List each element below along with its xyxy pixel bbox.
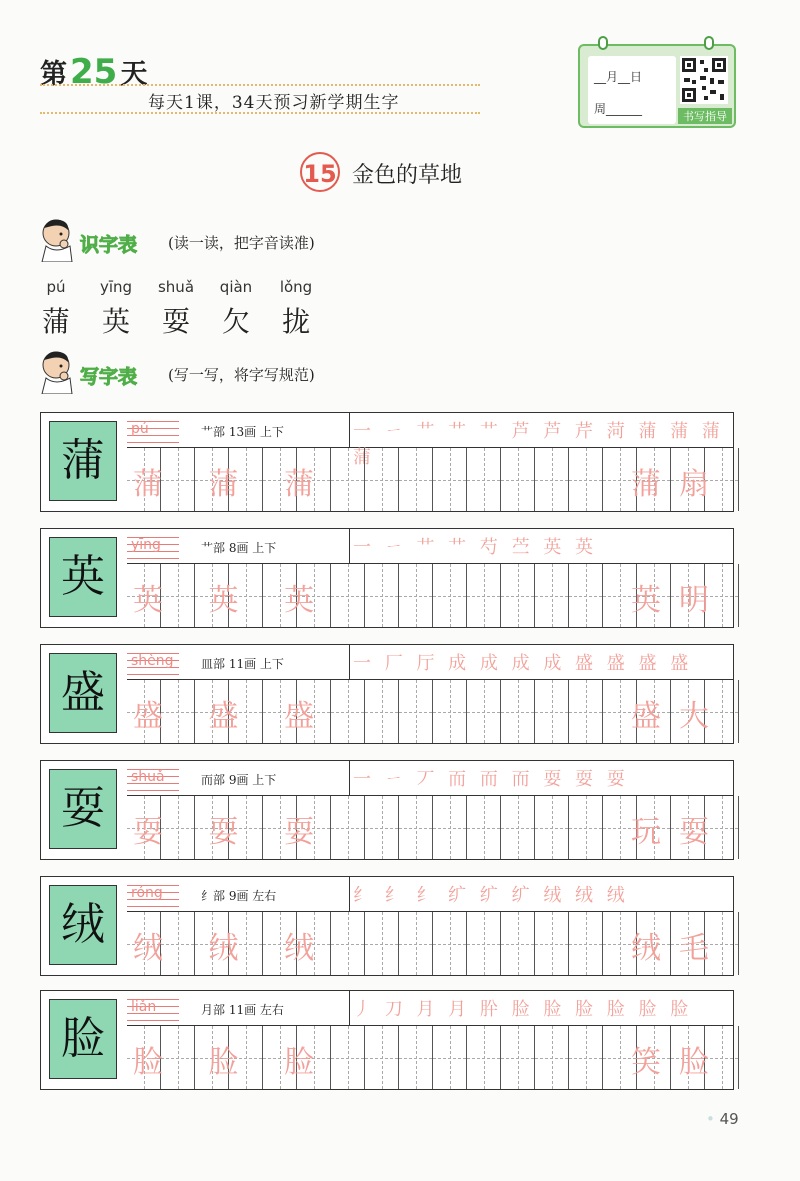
pinyin-box bbox=[127, 885, 179, 907]
date-fields bbox=[588, 56, 676, 124]
page-number: • 49 bbox=[706, 1110, 739, 1128]
practice-cell[interactable] bbox=[569, 680, 603, 743]
practice-cell[interactable] bbox=[467, 796, 501, 859]
recognize-char: 耍 bbox=[161, 305, 190, 338]
divider bbox=[349, 529, 350, 564]
model-char: 蒲 bbox=[61, 435, 105, 486]
day-prefix: 第 bbox=[40, 59, 67, 90]
practice-cell[interactable] bbox=[365, 564, 399, 627]
model-char-box bbox=[49, 769, 117, 849]
stroke-order: 丿 刀 月 月 肸 脸 脸 脸 脸 脸 脸 bbox=[353, 999, 693, 1020]
qr-label: 书写指导 bbox=[678, 108, 732, 124]
row-pinyin: pú bbox=[131, 421, 149, 437]
recognize-char: 蒲 bbox=[41, 305, 70, 338]
model-char-box bbox=[49, 885, 117, 965]
practice-cell[interactable] bbox=[535, 680, 569, 743]
row-pinyin: liǎn bbox=[131, 999, 157, 1015]
write-label: 写字表 bbox=[80, 366, 138, 388]
practice-cell[interactable] bbox=[569, 912, 603, 975]
trace-word: 绒毛 bbox=[631, 931, 727, 966]
radical-strokes-structure: 艹部 8画 上下 bbox=[201, 541, 277, 555]
practice-cell[interactable] bbox=[331, 912, 365, 975]
practice-cell[interactable] bbox=[399, 1026, 433, 1089]
practice-cell[interactable] bbox=[399, 564, 433, 627]
subtitle: 每天1课，34天预习新学期生字 bbox=[148, 93, 400, 113]
date-week: 周______ bbox=[594, 102, 643, 116]
practice-cell[interactable] bbox=[569, 796, 603, 859]
practice-cell[interactable] bbox=[501, 448, 535, 511]
divider bbox=[40, 84, 480, 86]
divider bbox=[40, 112, 480, 114]
practice-cell[interactable] bbox=[399, 796, 433, 859]
divider bbox=[349, 413, 350, 448]
practice-cell[interactable] bbox=[433, 680, 467, 743]
practice-cell[interactable] bbox=[433, 564, 467, 627]
practice-cell[interactable] bbox=[365, 912, 399, 975]
recognize-pinyin: yīng bbox=[99, 278, 133, 296]
lesson-title: 金色的草地 bbox=[352, 163, 463, 188]
trace-word: 盛大 bbox=[631, 699, 727, 734]
practice-cell[interactable] bbox=[399, 680, 433, 743]
stroke-order: 一 ㄧ 艹 艹 艹 芦 芦 芹 菏 蒲 蒲 蒲 蒲 bbox=[353, 421, 724, 468]
practice-cell[interactable] bbox=[535, 796, 569, 859]
radical-strokes-structure: 月部 11画 左右 bbox=[201, 1003, 284, 1017]
practice-cell[interactable] bbox=[365, 1026, 399, 1089]
practice-cell[interactable] bbox=[399, 448, 433, 511]
divider bbox=[349, 645, 350, 680]
day-suffix: 天 bbox=[120, 59, 148, 90]
practice-cell[interactable] bbox=[535, 564, 569, 627]
practice-cell[interactable] bbox=[535, 448, 569, 511]
practice-cell[interactable] bbox=[467, 912, 501, 975]
row-pinyin: shèng bbox=[131, 653, 174, 669]
row-pinyin: shuǎ bbox=[131, 769, 165, 785]
model-char-box bbox=[49, 421, 117, 501]
practice-cell[interactable] bbox=[569, 1026, 603, 1089]
practice-cell[interactable] bbox=[467, 1026, 501, 1089]
recognize-char: 拢 bbox=[281, 305, 310, 338]
writing-row bbox=[40, 990, 734, 1090]
practice-cell[interactable] bbox=[399, 912, 433, 975]
writing-row bbox=[40, 876, 734, 976]
practice-cell[interactable] bbox=[365, 680, 399, 743]
practice-cell[interactable] bbox=[467, 564, 501, 627]
trace-chars: 绒 绒 绒 bbox=[133, 931, 333, 966]
date-month-day: __月__日 bbox=[594, 70, 643, 84]
writing-row bbox=[40, 528, 734, 628]
practice-cell[interactable] bbox=[331, 564, 365, 627]
divider bbox=[349, 761, 350, 796]
row-pinyin: róng bbox=[131, 885, 163, 901]
stroke-order: 纟 纟 纟 纩 纩 纩 绒 绒 绒 bbox=[353, 885, 629, 906]
write-note: (写一写，将字写规范) bbox=[168, 366, 315, 384]
recognize-pinyin: pú bbox=[46, 278, 66, 296]
radical-strokes-structure: 皿部 11画 上下 bbox=[201, 657, 284, 671]
model-char: 英 bbox=[61, 551, 105, 602]
trace-chars: 脸 脸 脸 bbox=[133, 1045, 333, 1080]
practice-cell[interactable] bbox=[569, 564, 603, 627]
practice-cell[interactable] bbox=[535, 912, 569, 975]
writing-row bbox=[40, 644, 734, 744]
date-card bbox=[578, 44, 736, 128]
practice-cell[interactable] bbox=[501, 796, 535, 859]
writing-row bbox=[40, 412, 734, 512]
practice-cell[interactable] bbox=[501, 1026, 535, 1089]
boy-reading-icon bbox=[38, 216, 78, 262]
trace-chars: 耍 耍 耍 bbox=[133, 815, 333, 850]
trace-word: 玩耍 bbox=[631, 815, 727, 850]
practice-cell[interactable] bbox=[331, 796, 365, 859]
trace-word: 笑脸 bbox=[631, 1045, 727, 1080]
stroke-order: 一 厂 厅 成 成 成 成 盛 盛 盛 盛 bbox=[353, 653, 693, 674]
trace-word: 英明 bbox=[631, 583, 727, 618]
lesson-number: 15 bbox=[300, 152, 340, 192]
recognize-char: 英 bbox=[101, 305, 130, 338]
boy-writing-icon bbox=[38, 348, 78, 394]
practice-cell[interactable] bbox=[569, 448, 603, 511]
pinyin-box bbox=[127, 999, 179, 1021]
practice-cell[interactable] bbox=[365, 796, 399, 859]
practice-cell[interactable] bbox=[467, 680, 501, 743]
recognize-char: 欠 bbox=[221, 305, 250, 338]
practice-cell[interactable] bbox=[331, 1026, 365, 1089]
divider bbox=[349, 991, 350, 1026]
recognize-pinyin: qiàn bbox=[219, 278, 253, 296]
day-number: 25 bbox=[70, 52, 118, 92]
practice-cell[interactable] bbox=[433, 448, 467, 511]
pinyin-box bbox=[127, 421, 179, 443]
practice-cell[interactable] bbox=[433, 912, 467, 975]
trace-chars: 盛 盛 盛 bbox=[133, 699, 333, 734]
trace-chars: 蒲 蒲 蒲 bbox=[133, 467, 333, 502]
model-char: 盛 bbox=[61, 667, 105, 718]
practice-cell[interactable] bbox=[331, 448, 365, 511]
trace-chars: 英 英 英 bbox=[133, 583, 333, 618]
recognize-note: (读一读，把字音读准) bbox=[168, 234, 315, 252]
practice-cell[interactable] bbox=[535, 1026, 569, 1089]
recognize-label: 识字表 bbox=[80, 234, 138, 256]
model-char: 脸 bbox=[61, 1013, 105, 1064]
practice-cell[interactable] bbox=[331, 680, 365, 743]
radical-strokes-structure: 而部 9画 上下 bbox=[201, 773, 277, 787]
practice-cell[interactable] bbox=[433, 1026, 467, 1089]
trace-word: 蒲扇 bbox=[631, 467, 727, 502]
divider bbox=[349, 877, 350, 912]
practice-cell[interactable] bbox=[501, 680, 535, 743]
row-pinyin: yīng bbox=[131, 537, 161, 553]
radical-strokes-structure: 艹部 13画 上下 bbox=[201, 425, 284, 439]
model-char-box bbox=[49, 653, 117, 733]
model-char-box bbox=[49, 999, 117, 1079]
model-char: 耍 bbox=[61, 783, 105, 834]
practice-cell[interactable] bbox=[501, 912, 535, 975]
pinyin-box bbox=[127, 769, 179, 791]
practice-cell[interactable] bbox=[433, 796, 467, 859]
pinyin-box bbox=[127, 537, 179, 559]
stroke-order: 一 ㄧ 艹 艹 芍 苎 英 英 bbox=[353, 537, 598, 558]
qr-code-icon[interactable] bbox=[680, 56, 728, 104]
practice-cell[interactable] bbox=[365, 448, 399, 511]
recognize-pinyin: shuǎ bbox=[157, 278, 195, 296]
practice-cell[interactable] bbox=[501, 564, 535, 627]
writing-row bbox=[40, 760, 734, 860]
radical-strokes-structure: 纟部 9画 左右 bbox=[201, 889, 277, 903]
recognize-pinyin: lǒng bbox=[279, 278, 313, 296]
model-char-box bbox=[49, 537, 117, 617]
stroke-order: 一 ㄧ 丆 而 而 而 耍 耍 耍 bbox=[353, 769, 629, 790]
pinyin-box bbox=[127, 653, 179, 675]
day-label bbox=[40, 52, 147, 92]
ring-icon bbox=[598, 36, 608, 50]
practice-cell[interactable] bbox=[467, 448, 501, 511]
model-char: 绒 bbox=[61, 899, 105, 950]
ring-icon bbox=[704, 36, 714, 50]
